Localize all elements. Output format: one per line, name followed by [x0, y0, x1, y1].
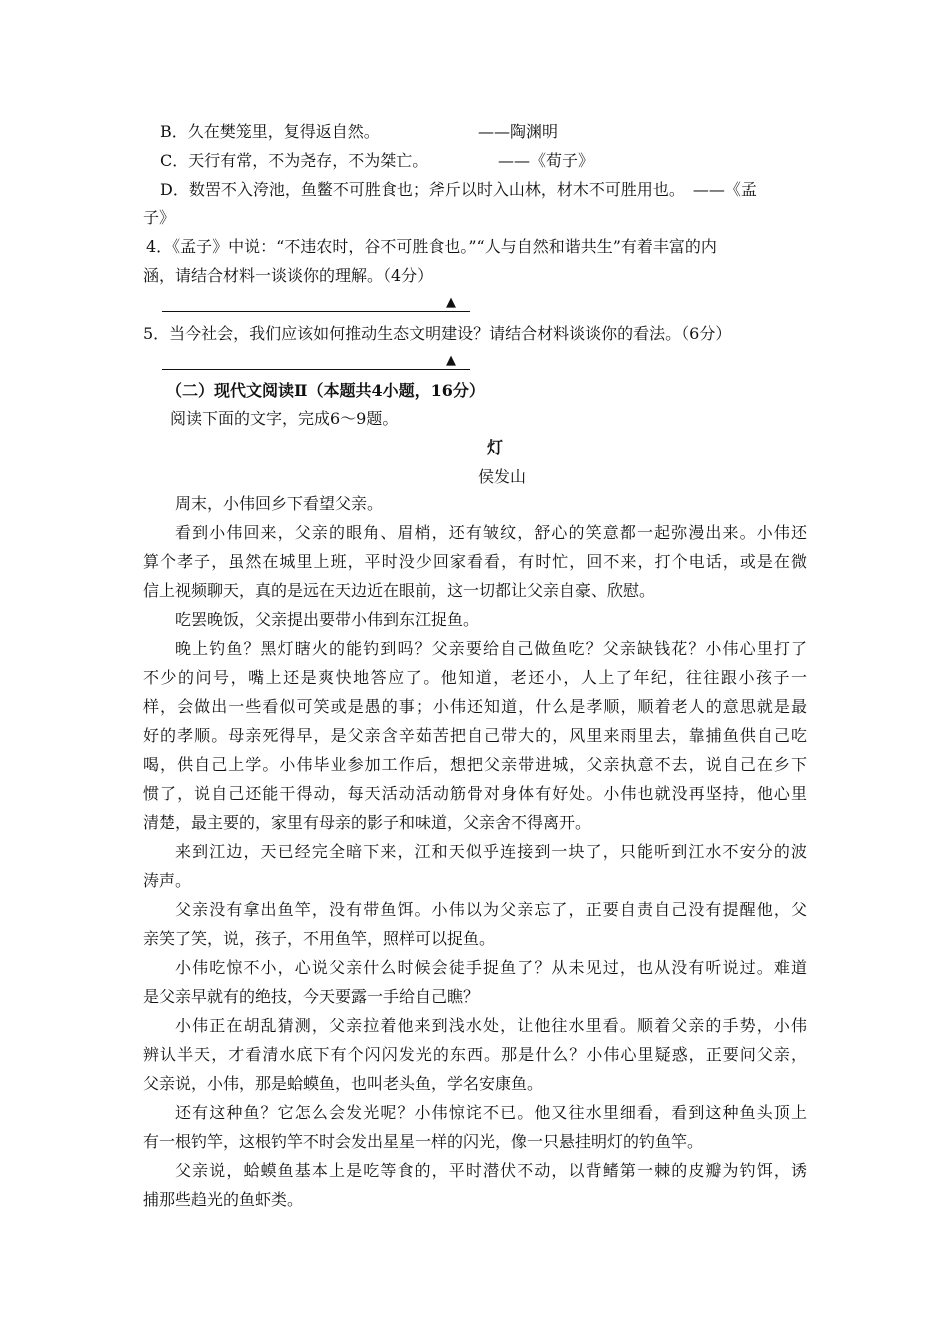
story-line: 清楚，最主要的，家里有母亲的影子和味道，父亲舍不得离开。: [143, 813, 592, 832]
question-4-line1: 4．《孟子》中说：“不违农时，谷不可胜食也。”“人与自然和谐共生”有着丰富的内: [146, 237, 717, 256]
story-line: 周末，小伟回乡下看望父亲。: [175, 494, 384, 513]
story-line: 小伟正在胡乱猜测，父亲拉着他来到浅水处，让他往水里看。顺着父亲的手势，小伟: [175, 1016, 807, 1035]
story-line: 涛声。: [143, 871, 192, 890]
option-c-source: ——《荀子》: [498, 151, 595, 170]
story-line: 来到江边，天已经完全暗下来，江和天似乎连接到一块了，只能听到江水不安分的波: [175, 842, 807, 861]
answer-line-q5: [162, 369, 470, 370]
question-5: 5．当今社会，我们应该如何推动生态文明建设？请结合材料谈谈你的看法。（6分）: [143, 324, 732, 343]
option-d-line1: D．数罟不入洿池，鱼鳖不可胜食也；斧斤以时入山林，材木不可胜用也。 ——《孟: [160, 180, 757, 199]
story-line: 父亲说，蛤蟆鱼基本上是吃等食的，平时潜伏不动，以背鳍第一棘的皮瓣为钓饵，诱: [175, 1161, 807, 1180]
option-b-source: ——陶渊明: [478, 122, 559, 141]
story-line: 是父亲早就有的绝技，今天要露一手给自己瞧？: [143, 987, 480, 1006]
section-instruction: 阅读下面的文字，完成6～9题。: [170, 409, 399, 428]
story-line: 父亲说，小伟，那是蛤蟆鱼，也叫老头鱼，学名安康鱼。: [143, 1074, 544, 1093]
story-title: 灯: [487, 438, 504, 457]
question-4-line2: 涵，请结合材料一谈谈你的理解。（4分）: [143, 266, 434, 285]
story-line: 有一根钓竿，这根钓竿不时会发出星星一样的闪光，像一只悬挂明灯的钓鱼竿。: [143, 1132, 704, 1151]
story-line: 晚上钓鱼？黑灯瞎火的能钓到吗？父亲要给自己做鱼吃？父亲缺钱花？小伟心里打了: [175, 639, 807, 658]
story-line: 辨认半天，才看清水底下有个闪闪发光的东西。那是什么？小伟心里疑惑，正要问父亲，: [143, 1045, 807, 1064]
answer-marker-q5: ▲: [446, 353, 456, 368]
story-line: 父亲没有拿出鱼竿，没有带鱼饵。小伟以为父亲忘了，正要自责自己没有提醒他，父: [175, 900, 807, 919]
story-line: 样，会做出一些看似可笑或是愚的事；小伟还知道，什么是孝顺，顺着老人的意思就是最: [143, 697, 807, 716]
story-line: 信上视频聊天，真的是远在天边近在眼前，这一切都让父亲自豪、欣慰。: [143, 581, 656, 600]
story-line: 好的孝顺。母亲死得早，是父亲含辛茹苦把自己带大的，风里来雨里去，靠捕鱼供自己吃: [143, 726, 807, 745]
answer-line-q4: [162, 311, 470, 312]
story-line: 捕那些趋光的鱼虾类。: [143, 1190, 304, 1209]
story-line: 亲笑了笑，说，孩子，不用鱼竿，照样可以捉鱼。: [143, 929, 496, 948]
story-line: 看到小伟回来，父亲的眼角、眉梢，还有皱纹，舒心的笑意都一起弥漫出来。小伟还: [175, 523, 807, 542]
story-line: 小伟吃惊不小，心说父亲什么时候会徒手捉鱼了？从未见过，也从没有听说过。难道: [175, 958, 807, 977]
option-b-text: B．久在樊笼里，复得返自然。: [160, 122, 380, 141]
story-line: 还有这种鱼？它怎么会发光呢？小伟惊诧不已。他又往水里细看，看到这种鱼头顶上: [175, 1103, 807, 1122]
story-line: 算个孝子，虽然在城里上班，平时没少回家看看，有时忙，回不来，打个电话，或是在微: [143, 552, 807, 571]
story-author: 侯发山: [478, 467, 527, 486]
story-line: 吃罢晚饭，父亲提出要带小伟到东江捉鱼。: [175, 610, 480, 629]
answer-marker-q4: ▲: [446, 295, 456, 310]
option-d-line2: 子》: [143, 208, 176, 227]
section-heading: （二）现代文阅读Ⅱ（本题共4小题，16分）: [166, 381, 485, 400]
story-line: 惯了，说自己还能干得动，每天活动活动筋骨对身体有好处。小伟也就没再坚持，他心里: [143, 784, 807, 803]
story-line: 不少的问号，嘴上还是爽快地答应了。他知道，老还小，人上了年纪，往往跟小孩子一: [143, 668, 807, 687]
option-c-text: C．天行有常，不为尧存，不为桀亡。: [160, 151, 429, 170]
story-line: 喝，供自己上学。小伟毕业参加工作后，想把父亲带进城，父亲执意不去，说自己在乡下: [143, 755, 807, 774]
